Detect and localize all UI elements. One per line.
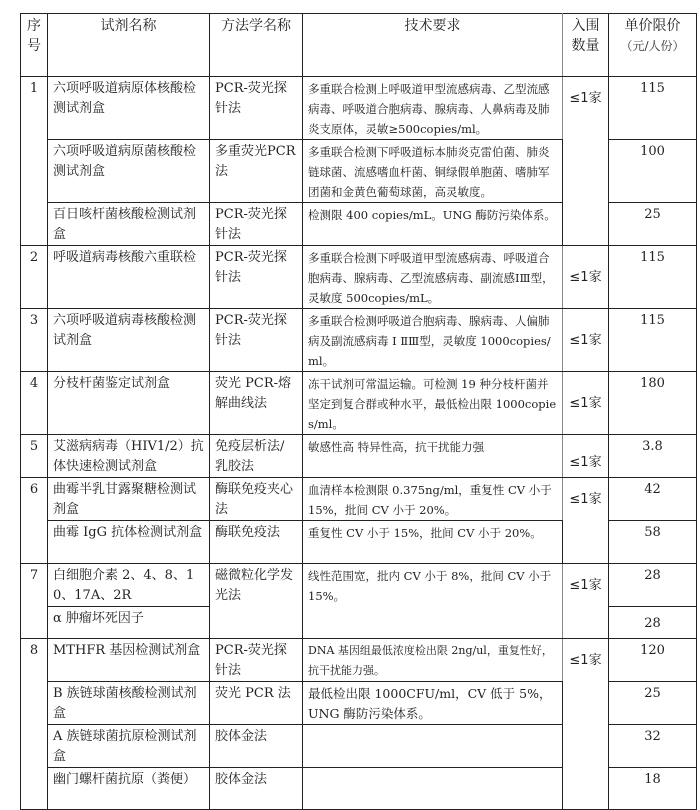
tech-requirement: 线性范围宽，批内 CV 小于 8%，批间 CV 小于 15%。 <box>303 564 563 639</box>
reagent-name: 六项呼吸道病原体核酸检测试剂盒 <box>48 77 210 140</box>
tech-requirement <box>303 768 563 810</box>
tech-requirement: 血清样本检测限 0.375ng/ml，重复性 CV 小于 15%，批间 CV 小于 20%。 <box>303 478 563 521</box>
reagent-name: α 肿瘤坏死因子 <box>48 607 210 639</box>
header-price-unit: （元/人份） <box>620 39 685 53</box>
unit-price: 25 <box>609 682 697 725</box>
tech-requirement: 多重联合检测下呼吸道甲型流感病毒、呼吸道合胞病毒、腺病毒、乙型流感病毒、副流感ⅠⅢ型，灵敏度 500copies/mL。 <box>303 246 563 309</box>
award-quantity: ≤1家 <box>563 435 609 478</box>
method-name: PCR-荧光探针法 <box>210 639 303 682</box>
method-name: 磁微粒化学发光法 <box>210 564 303 639</box>
unit-price: 115 <box>609 309 697 372</box>
unit-price: 180 <box>609 372 697 435</box>
reagent-name: 幽门螺杆菌抗原（粪便） <box>48 768 210 810</box>
tech-requirement: 多重联合检测上呼吸道甲型流感病毒、乙型流感病毒、呼吸道合胞病毒、腺病毒、人鼻病毒及肺炎支原体，灵敏≥500copies/ml。 <box>303 77 563 140</box>
row-seq: 3 <box>21 309 48 372</box>
method-name: 胶体金法 <box>210 725 303 768</box>
row-seq: 8 <box>21 639 48 810</box>
method-name: PCR-荧光探针法 <box>210 246 303 309</box>
table-row <box>21 478 697 521</box>
header-qty: 入围数量 <box>563 14 609 77</box>
unit-price: 115 <box>609 246 697 309</box>
tech-requirement: 最低检出限 1000CFU/ml，CV 低于 5%，UNG 酶防污染体系。 <box>303 682 563 725</box>
reagent-name: 六项呼吸道病毒核酸检测试剂盒 <box>48 309 210 372</box>
unit-price: 28 <box>609 564 697 607</box>
award-quantity: ≤1家 <box>563 372 609 435</box>
header-method: 方法学名称 <box>210 14 303 77</box>
reagent-price-table <box>20 13 697 810</box>
award-quantity: ≤1家 <box>563 564 609 639</box>
award-quantity: ≤1家 <box>563 246 609 309</box>
reagent-name: 白细胞介素 2、4、8、10、17A、2R <box>48 564 210 607</box>
method-name: PCR-荧光探针法 <box>210 203 303 246</box>
tech-requirement: DNA 基因组最低浓度检出限 2ng/ul，重复性好，抗干扰能力强。 <box>303 639 563 682</box>
table-row <box>21 246 697 309</box>
award-quantity: ≤1家 <box>563 309 609 372</box>
row-seq: 2 <box>21 246 48 309</box>
table-row <box>21 435 697 478</box>
reagent-name: 分枝杆菌鉴定试剂盒 <box>48 372 210 435</box>
reagent-name: A 族链球菌抗原检测试剂盒 <box>48 725 210 768</box>
award-quantity: ≤1家 <box>563 639 609 810</box>
tech-requirement: 多重联合检测下呼吸道标本肺炎克雷伯菌、肺炎链球菌、流感嗜血杆菌、铜绿假单胞菌、嗜肺军团菌和金黄色葡萄球菌，高灵敏度。 <box>303 140 563 203</box>
reagent-name: 呼吸道病毒核酸六重联检 <box>48 246 210 309</box>
row-seq: 6 <box>21 478 48 564</box>
method-name: 酶联免疫法 <box>210 521 303 564</box>
unit-price: 42 <box>609 478 697 521</box>
method-name: 荧光 PCR 法 <box>210 682 303 725</box>
unit-price: 115 <box>609 77 697 140</box>
tech-requirement: 重复性 CV 小于 15%，批间 CV 小于 20%。 <box>303 521 563 564</box>
reagent-name: 艾滋病病毒（HIV1/2）抗体快速检测试剂盒 <box>48 435 210 478</box>
row-seq: 5 <box>21 435 48 478</box>
reagent-name: B 族链球菌核酸检测试剂盒 <box>48 682 210 725</box>
reagent-name: MTHFR 基因检测试剂盒 <box>48 639 210 682</box>
unit-price: 28 <box>609 607 697 639</box>
table-row <box>21 564 697 607</box>
header-price-label: 单价限价 <box>624 18 681 34</box>
header-tech: 技术要求 <box>303 14 563 77</box>
table-row <box>21 77 697 140</box>
method-name: 免疫层析法/乳胶法 <box>210 435 303 478</box>
method-name: PCR-荧光探针法 <box>210 77 303 140</box>
unit-price: 100 <box>609 140 697 203</box>
method-name: PCR-荧光探针法 <box>210 309 303 372</box>
tech-requirement: 敏感性高 特异性高，抗干扰能力强 <box>303 435 563 478</box>
reagent-name: 百日咳杆菌核酸检测试剂盒 <box>48 203 210 246</box>
header-name: 试剂名称 <box>48 14 210 77</box>
tech-requirement: 检测限 400 copies/mL。UNG 酶防污染体系。 <box>303 203 563 246</box>
row-seq: 1 <box>21 77 48 246</box>
unit-price: 25 <box>609 203 697 246</box>
row-seq: 4 <box>21 372 48 435</box>
unit-price: 32 <box>609 725 697 768</box>
method-name: 多重荧光PCR法 <box>210 140 303 203</box>
tech-requirement: 多重联合检测呼吸道合胞病毒、腺病毒、人偏肺病及副流感病毒 Ⅰ ⅡⅢ型，灵敏度 1000copies/ml。 <box>303 309 563 372</box>
header-row <box>21 14 697 77</box>
table-row <box>21 372 697 435</box>
header-price <box>609 14 697 77</box>
award-quantity: ≤1家 <box>563 77 609 246</box>
unit-price: 3.8 <box>609 435 697 478</box>
unit-price: 18 <box>609 768 697 810</box>
table-row <box>21 309 697 372</box>
header-seq: 序号 <box>21 14 48 77</box>
method-name: 荧光 PCR-熔解曲线法 <box>210 372 303 435</box>
reagent-name: 曲霉半乳甘露聚糖检测试剂盒 <box>48 478 210 521</box>
award-quantity: ≤1家 <box>563 478 609 564</box>
table-row <box>21 639 697 682</box>
unit-price: 120 <box>609 639 697 682</box>
tech-requirement: 冻干试剂可常温运输。可检测 19 种分枝杆菌并坚定到复合群或种水平，最低检出限 1000copies/ml。 <box>303 372 563 435</box>
method-name: 酶联免疫夹心法 <box>210 478 303 521</box>
tech-requirement <box>303 725 563 768</box>
method-name: 胶体金法 <box>210 768 303 810</box>
reagent-name: 六项呼吸道病原菌核酸检测试剂盒 <box>48 140 210 203</box>
row-seq: 7 <box>21 564 48 639</box>
unit-price: 58 <box>609 521 697 564</box>
reagent-name: 曲霉 IgG 抗体检测试剂盒 <box>48 521 210 564</box>
